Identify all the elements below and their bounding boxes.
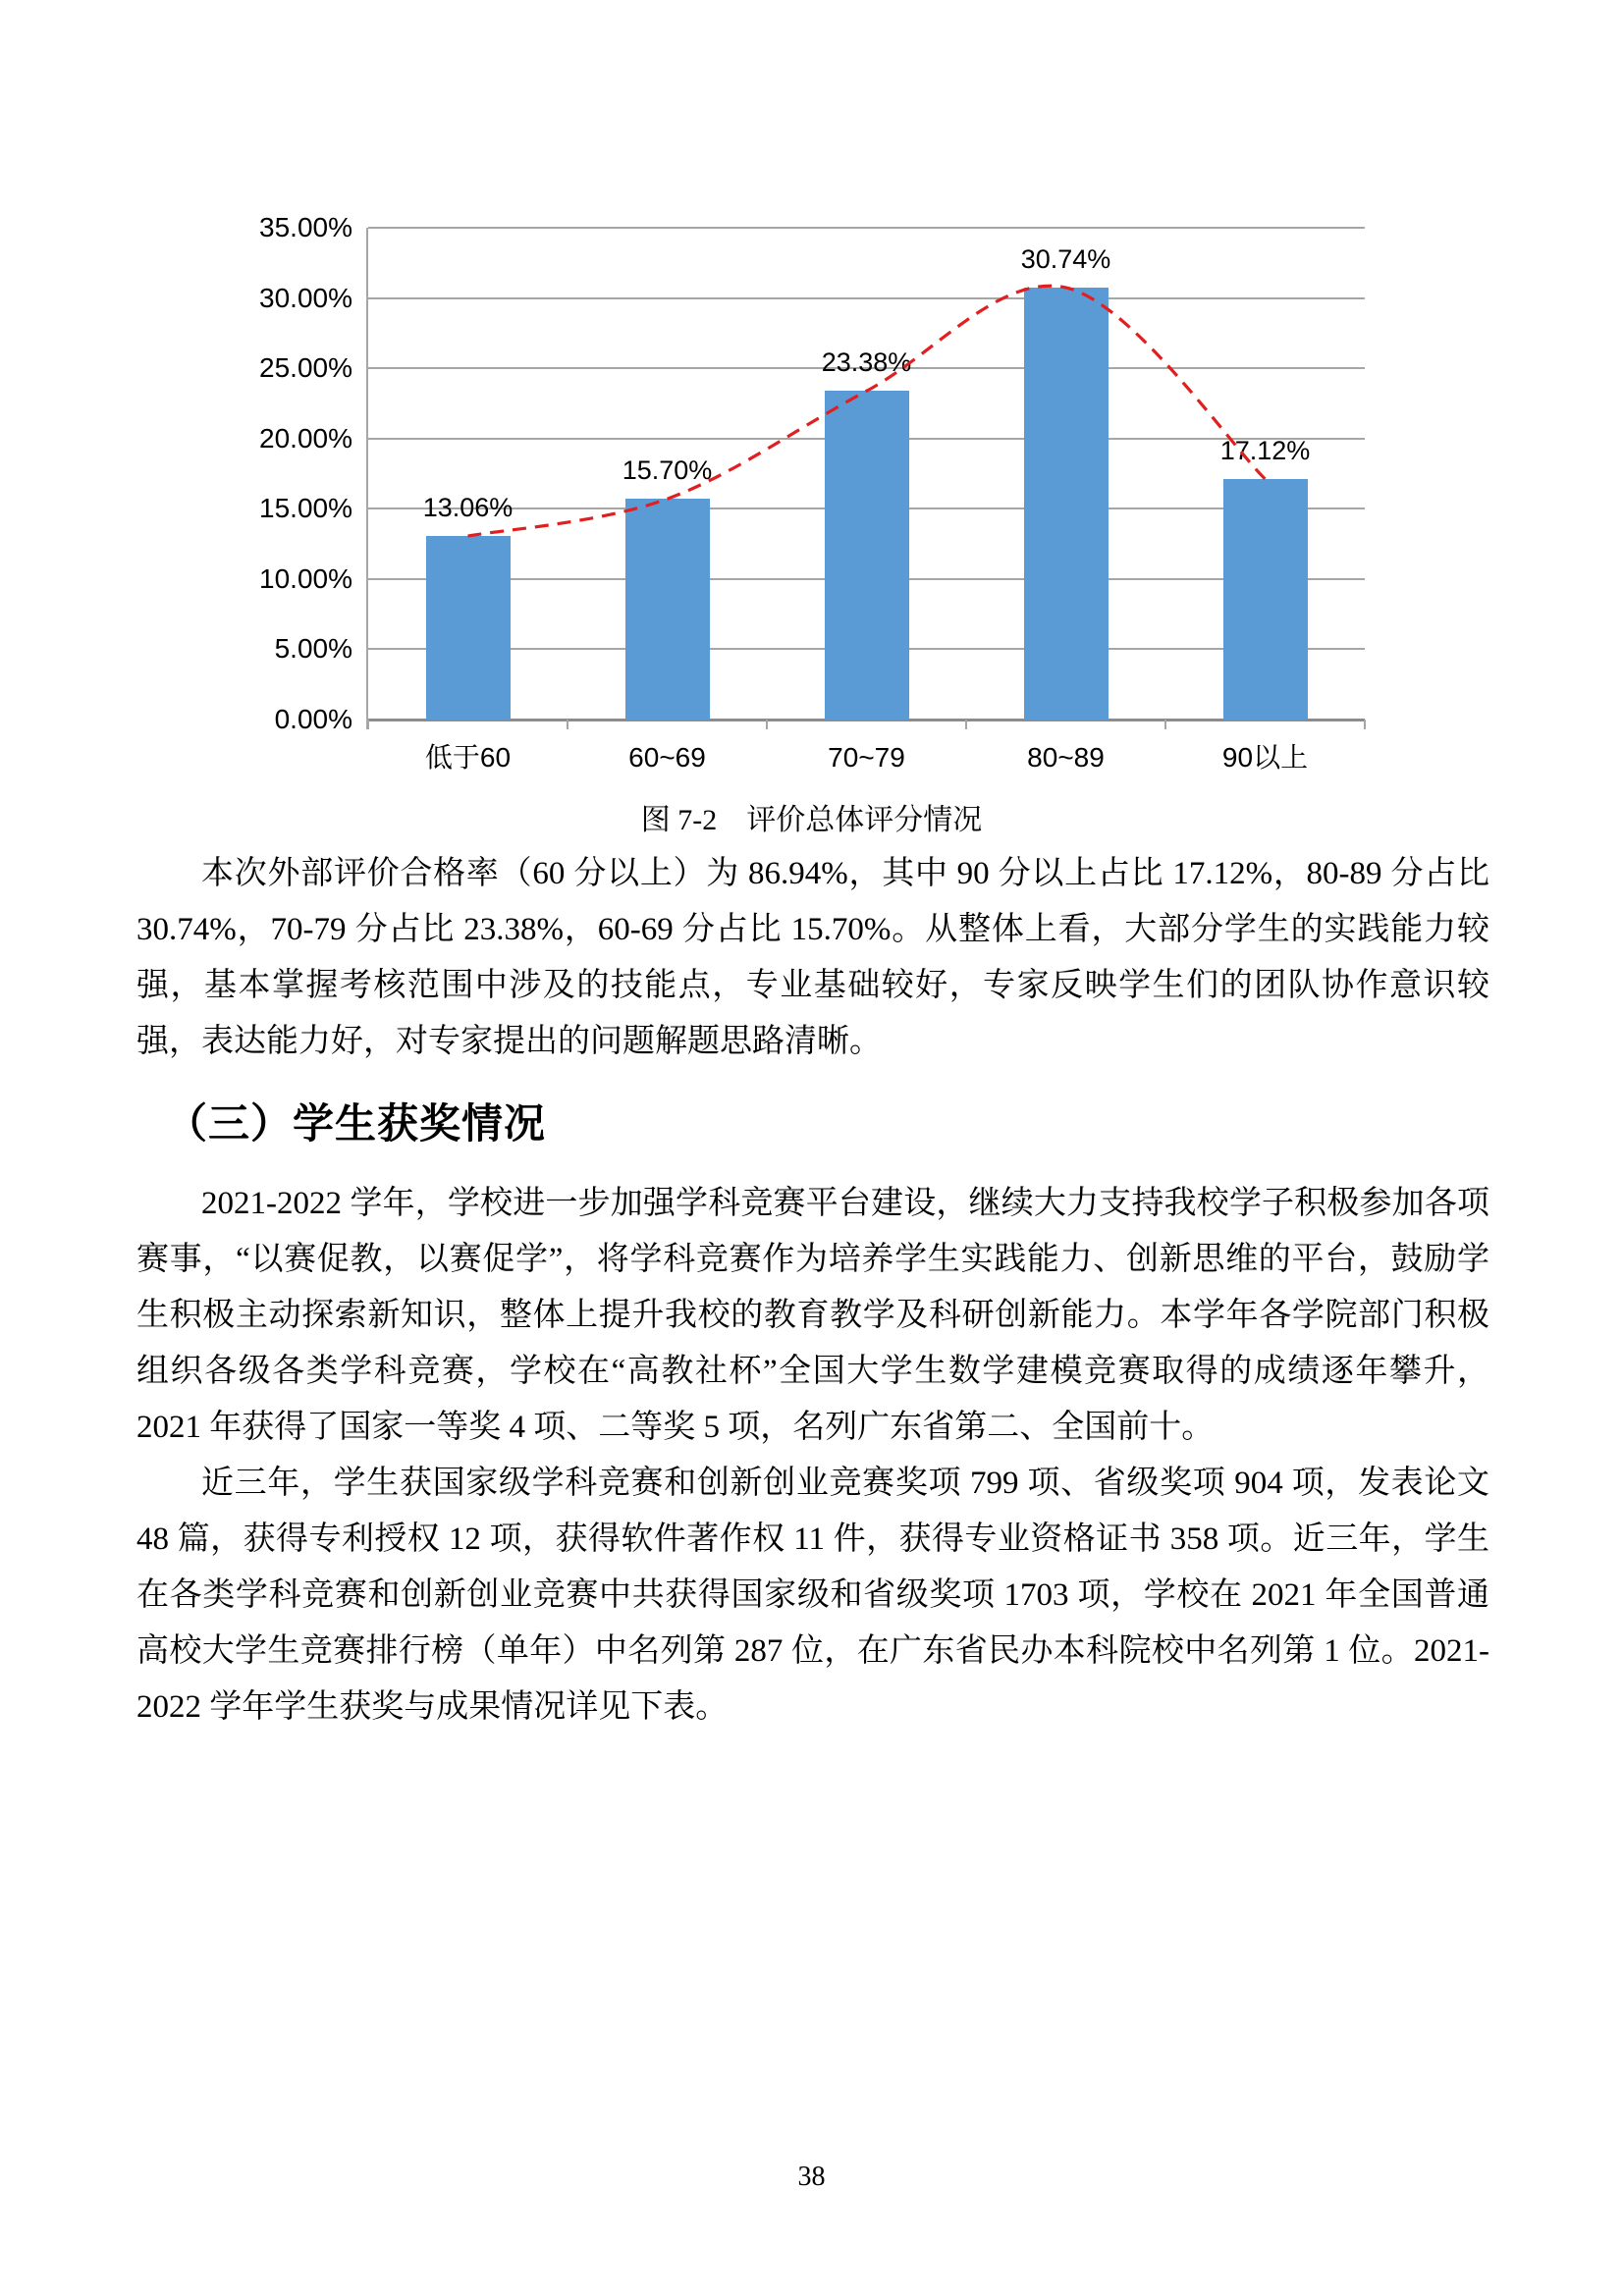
x-tick-mark [567, 720, 568, 729]
bar [426, 536, 511, 720]
x-tick-mark [1164, 720, 1166, 729]
bar-value-label: 17.12% [1219, 435, 1311, 465]
page-number: 38 [797, 2162, 826, 2192]
y-tick-label: 20.00% [259, 422, 352, 454]
bar [825, 391, 909, 720]
paragraph: 近三年，学生获国家级学科竞赛和创新创业竞赛奖项 799 项、省级奖项 904 项，发表论文 48 篇，获得专利授权 12 项，获得软件著作权 11 件，获得专业资格证书 358 项。近三年，学生在各类学科竞赛和创新创业竞赛中共获得国家级和省级奖项 1703 项，学校在 2021 年全国普通高校大学生竞赛排行榜（单年）中名列第 287 位，在广东省民办本科院校中名列第 1 位。2021-2022 学年学生获奖与成果情况详见下表。 [136, 1466, 1489, 1725]
gridline [368, 227, 1365, 229]
x-tick-mark [766, 720, 768, 729]
paragraph: 2021-2022 学年，学校进一步加强学科竞赛平台建设，继续大力支持我校学子积极参加各项赛事，“以赛促教，以赛促学”，将学科竞赛作为培养学生实践能力、创新思维的平台，鼓励学生积极主动探索新知识，整体上提升我校的教育教学及科研创新能力。本学年各学院部门积极组织各级各类学科竞赛，学校在“高教社杯”全国大学生数学建模竞赛取得的成绩逐年攀升，2021 年获得了国家一等奖 4 项、二等奖 5 项，名列广东省第二、全国前十。 [136, 1186, 1489, 1445]
figure-bar-chart [221, 147, 1399, 815]
x-tick-label: 70~79 [828, 742, 905, 773]
x-tick-mark [965, 720, 967, 729]
bar [1223, 479, 1308, 720]
bar-value-label: 30.74% [1020, 243, 1111, 274]
x-tick-label: 低于60 [424, 742, 512, 773]
bar [625, 499, 710, 720]
x-tick-mark [367, 720, 369, 729]
body-text [136, 846, 1489, 1735]
figure-caption: 图 7-2 评价总体评分情况 [640, 804, 983, 836]
bar-value-label: 23.38% [821, 347, 912, 378]
y-tick-label: 10.00% [259, 562, 352, 594]
gridline [368, 297, 1365, 299]
bar-value-label: 13.06% [422, 493, 514, 523]
y-tick-label: 30.00% [259, 282, 352, 313]
bar [1024, 288, 1109, 720]
y-tick-label: 25.00% [259, 352, 352, 384]
y-tick-label: 35.00% [259, 212, 352, 242]
x-tick-label: 90以上 [1221, 742, 1309, 773]
bar-value-label: 15.70% [622, 455, 713, 486]
x-tick-mark [1364, 720, 1366, 729]
x-tick-label: 80~89 [1027, 742, 1105, 773]
x-tick-label: 60~69 [628, 742, 706, 773]
y-tick-label: 0.00% [274, 704, 352, 734]
section-heading: （三）学生获奖情况 [166, 1100, 547, 1147]
y-tick-label: 15.00% [259, 493, 352, 524]
y-axis-line [366, 228, 368, 729]
y-tick-label: 5.00% [274, 633, 352, 665]
paragraph: 本次外部评价合格率（60 分以上）为 86.94%，其中 90 分以上占比 17.12%，80-89 分占比 30.74%，70-79 分占比 23.38%，60-69 分占比 15.70%。从整体上看，大部分学生的实践能力较强，基本掌握考核范围中涉及的技能点，专业基础较好，专家反映学生们的团队协作意识较强，表达能力好，对专家提出的问题解题思路清晰。 [136, 856, 1489, 1059]
